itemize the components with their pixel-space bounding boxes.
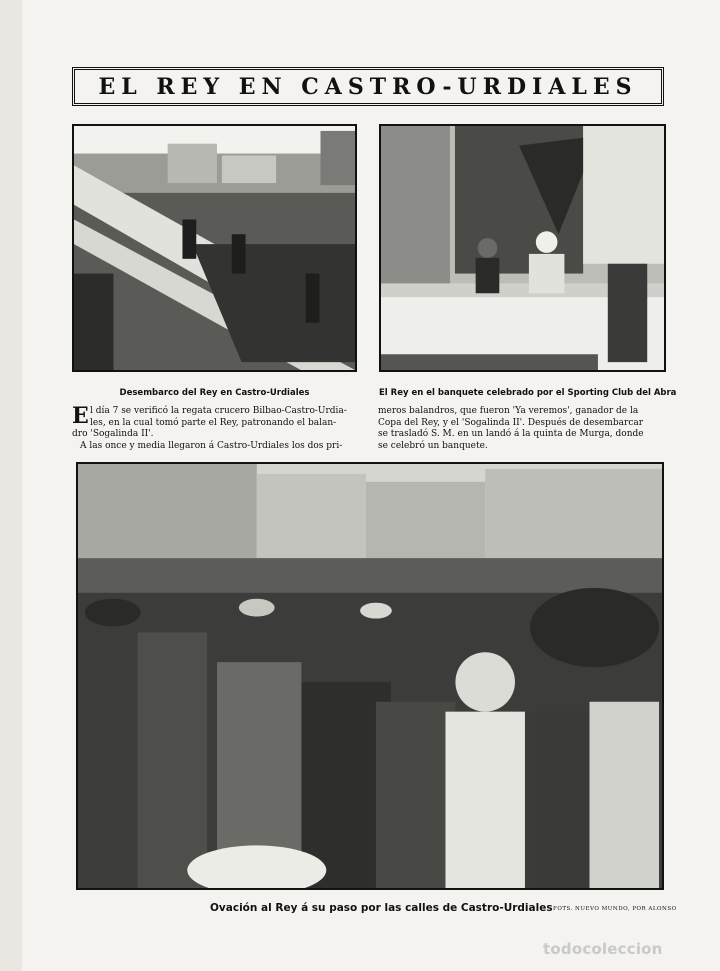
ovation-photo-image (78, 464, 662, 888)
page-title: EL REY EN CASTRO-URDIALES (98, 73, 638, 100)
caption-banquet: El Rey en el banquete celebrado por el Sporting Club del Abra (379, 388, 677, 398)
page-edge (0, 0, 22, 971)
article-line: meros balandros, que fueron 'Ya veremos', ganador de la (378, 406, 639, 416)
watermark-logo (543, 940, 663, 958)
article-line: se trasladó S. M. en un landó á la quinta de Murga, donde (378, 429, 644, 439)
caption-landing: Desembarco del Rey en Castro-Urdiales (119, 388, 310, 398)
photo-landing (72, 124, 357, 372)
article-dropcap: E (72, 403, 89, 429)
photo-credit: FOTS. NUEVO MUNDO, POR ALONSO (553, 906, 677, 912)
watermark-text: todocoleccion (543, 940, 663, 958)
banquet-photo-image (381, 126, 664, 370)
article-line: Copa del Rey, y el 'Sogalinda II'. Después de desembarcar (378, 417, 644, 428)
article-line: A las once y media llegaron á Castro-Urdiales los dos pri- (80, 440, 343, 451)
article-line: dro 'Sogalinda II'. (72, 429, 154, 439)
landing-photo-image (74, 126, 355, 370)
article-column-left (90, 406, 347, 429)
caption-ovation: Ovación al Rey á su paso por las calles de Castro-Urdiales (210, 902, 553, 914)
article-line: se celebró un banquete. (378, 440, 488, 451)
article-line: l día 7 se verificó la regata crucero Bilbao-Castro-Urdia- (90, 406, 347, 416)
title-banner (72, 67, 664, 106)
article-column-right (378, 406, 644, 452)
photo-ovation (76, 462, 664, 890)
photo-banquet (379, 124, 666, 372)
article-column-left-cont (72, 429, 342, 452)
article-line: les, en la cual tomó parte el Rey, patronando el balan- (90, 417, 337, 428)
